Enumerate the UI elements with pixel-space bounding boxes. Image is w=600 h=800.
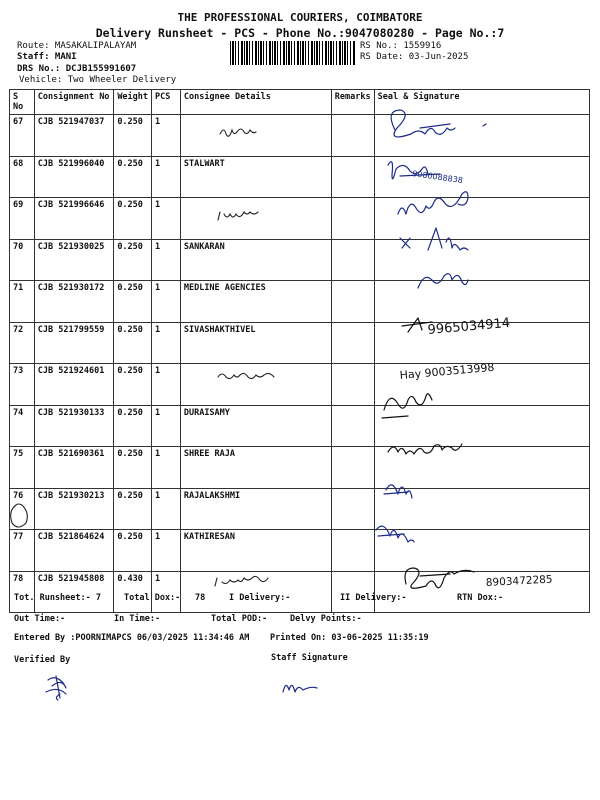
sno-cell: 70 — [10, 239, 35, 281]
signature-78 — [405, 568, 474, 588]
weight-cell: 0.250 — [114, 239, 152, 281]
verified-by: Verified By — [14, 655, 71, 665]
sno-cell: 76 — [10, 488, 35, 530]
verified-by-signature — [46, 676, 66, 700]
consignment-cell: CJB 521930172 — [34, 281, 114, 323]
pcs-cell: 1 — [152, 239, 181, 281]
pcs-cell: 1 — [152, 322, 181, 364]
handwritten-name-69 — [218, 212, 258, 220]
row-77-circle-mark — [11, 504, 28, 527]
pcs-cell: 1 — [152, 571, 181, 613]
signature-77 — [376, 526, 414, 542]
pcs-cell: 1 — [152, 405, 181, 447]
consignee-cell: SHREE RAJA — [180, 447, 331, 489]
col-pcs: PCS — [152, 90, 181, 115]
col-consignment: Consignment No — [34, 90, 114, 115]
weight-cell: 0.250 — [114, 115, 152, 157]
delvy-points: Delvy Points:- — [290, 614, 362, 624]
handwritten-phone-78: 8903472285 — [485, 573, 553, 589]
weight-cell: 0.250 — [114, 447, 152, 489]
consignment-cell: CJB 521690361 — [34, 447, 114, 489]
col-sno: S No — [10, 90, 35, 115]
consignment-cell: CJB 521930213 — [34, 488, 114, 530]
weight-cell: 0.250 — [114, 488, 152, 530]
pcs-cell: 1 — [152, 530, 181, 572]
signature-74 — [382, 394, 432, 418]
i-delivery: I Delivery:- — [229, 593, 291, 603]
pcs-cell: 1 — [152, 447, 181, 489]
consignee-cell: STALWART — [180, 156, 331, 198]
tot-runsheet: Tot. Runsheet:- 7 — [14, 593, 101, 603]
handwritten-name-67 — [220, 129, 256, 136]
staff-label: Staff: MANI — [17, 52, 77, 62]
printed-on: Printed On: 03-06-2025 11:35:19 — [270, 633, 429, 643]
vehicle-label: Vehicle: Two Wheeler Delivery — [19, 75, 177, 85]
signature-70 — [400, 228, 468, 250]
weight-cell: 0.250 — [114, 364, 152, 406]
sno-cell: 74 — [10, 405, 35, 447]
sno-cell: 68 — [10, 156, 35, 198]
total-dox-label: Total Dox:- — [124, 593, 181, 603]
consignment-cell: CJB 521945808 — [34, 571, 114, 613]
col-consignee: Consignee Details — [180, 90, 331, 115]
drs-number: DRS No.: DCJB155991607 — [17, 64, 137, 74]
total-pod: Total POD:- — [211, 614, 268, 624]
sno-cell: 67 — [10, 115, 35, 157]
company-title: THE PROFESSIONAL COURIERS, COIMBATORE — [177, 11, 423, 24]
weight-cell: 0.250 — [114, 198, 152, 240]
ii-delivery: II Delivery:- — [340, 593, 407, 603]
handwritten-phone-72: 9965034914 — [427, 315, 511, 338]
consignee-cell: KATHIRESAN — [180, 530, 331, 572]
consignment-cell: CJB 521996040 — [34, 156, 114, 198]
consignment-cell: CJB 521930133 — [34, 405, 114, 447]
signature-67 — [391, 110, 486, 137]
weight-cell: 0.430 — [114, 571, 152, 613]
consignee-cell: SIVASHAKTHIVEL — [180, 322, 331, 364]
weight-cell: 0.250 — [114, 405, 152, 447]
sno-cell: 72 — [10, 322, 35, 364]
consignee-cell: MEDLINE AGENCIES — [180, 281, 331, 323]
consignment-cell: CJB 521924601 — [34, 364, 114, 406]
weight-cell: 0.250 — [114, 530, 152, 572]
pcs-cell: 1 — [152, 115, 181, 157]
col-remarks: Remarks — [331, 90, 374, 115]
consignment-cell: CJB 521864624 — [34, 530, 114, 572]
weight-cell: 0.250 — [114, 156, 152, 198]
pcs-cell: 1 — [152, 364, 181, 406]
signature-75 — [388, 444, 462, 454]
weight-cell: 0.250 — [114, 281, 152, 323]
out-time: Out Time:- — [14, 614, 66, 624]
route-label: Route: MASAKALIPALAYAM — [17, 41, 137, 51]
consignee-cell: SANKARAN — [180, 239, 331, 281]
sno-cell: 75 — [10, 447, 35, 489]
signature-76 — [384, 485, 412, 498]
consignment-cell: CJB 521930025 — [34, 239, 114, 281]
signature-69 — [398, 192, 468, 214]
consignee-cell: RAJALAKSHMI — [180, 488, 331, 530]
sno-cell: 69 — [10, 198, 35, 240]
rs-number: RS No.: 1559916 — [360, 41, 442, 51]
in-time: In Time:- — [114, 614, 161, 624]
runsheet-subtitle: Delivery Runsheet - PCS - Phone No.:9047080280 - Page No.:7 — [95, 26, 505, 40]
entered-by: Entered By :POORNIMAPCS 06/03/2025 11:34:46 AM — [14, 633, 250, 643]
consignee-cell: DURAISAMY — [180, 405, 331, 447]
pcs-cell: 1 — [152, 281, 181, 323]
weight-cell: 0.250 — [114, 322, 152, 364]
staff-signature-mark — [283, 685, 317, 692]
staff-signature-label: Staff Signature — [271, 653, 348, 663]
handwritten-phone-68: 9080088838 — [411, 169, 464, 186]
rs-date: RS Date: 03-Jun-2025 — [360, 52, 469, 62]
signature-71 — [418, 274, 468, 288]
sno-cell: 73 — [10, 364, 35, 406]
sno-cell: 71 — [10, 281, 35, 323]
col-weight: Weight — [114, 90, 152, 115]
pcs-cell: 1 — [152, 156, 181, 198]
handwritten-name-73 — [218, 373, 274, 378]
consignment-cell: CJB 521996646 — [34, 198, 114, 240]
rtn-dox: RTN Dox:- — [457, 593, 504, 603]
pcs-cell: 1 — [152, 488, 181, 530]
consignment-cell: CJB 521799559 — [34, 322, 114, 364]
sno-cell: 78 — [10, 571, 35, 613]
pcs-cell: 1 — [152, 198, 181, 240]
consignment-cell: CJB 521947037 — [34, 115, 114, 157]
total-dox-value: 78 — [195, 593, 206, 603]
handwritten-name-78 — [215, 576, 268, 586]
sno-cell: 77 — [10, 530, 35, 572]
handwritten-phone-73: Hay 9003513998 — [399, 360, 495, 382]
col-seal-signature: Seal & Signature — [374, 90, 589, 115]
